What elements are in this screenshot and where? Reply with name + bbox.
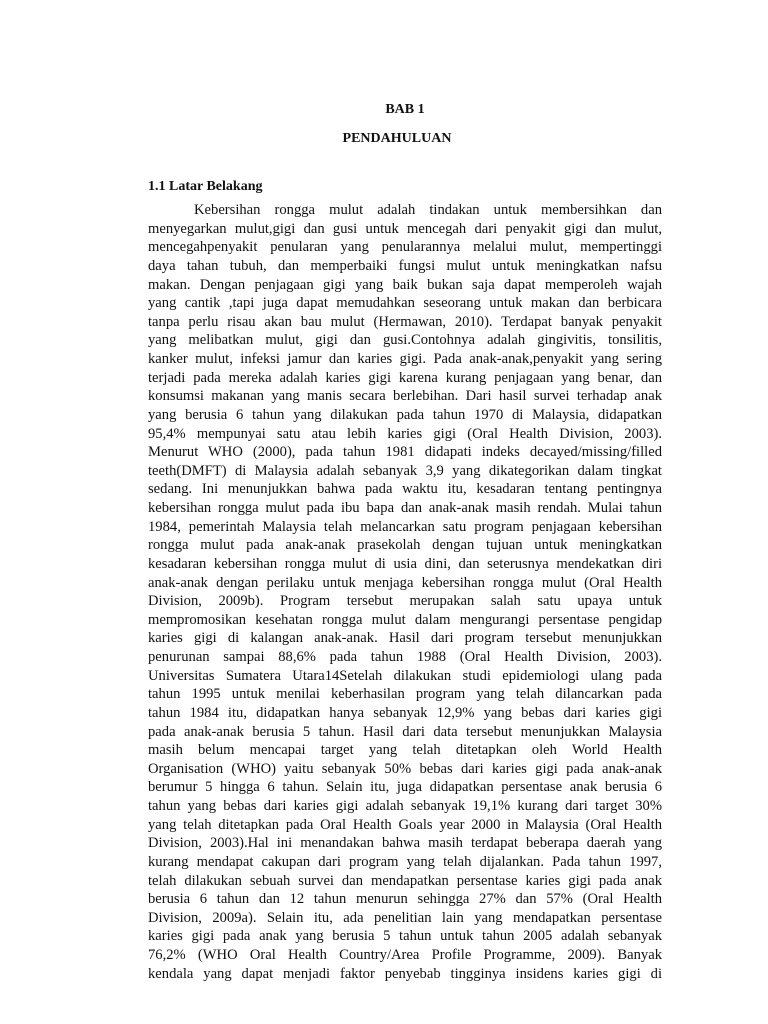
paragraph-line: Organisation (WHO) yaitu sebanyak 50% bebas dari karies gigi pada anak-anak bbox=[148, 760, 662, 777]
paragraph-line: karies gigi di kalangan anak-anak. Hasil dari program tersebut menunjukkan bbox=[148, 630, 662, 647]
paragraph-line: yang cantik ,tapi juga dapat memudahkan seseorang untuk makan dan berbicara bbox=[148, 295, 662, 312]
paragraph-line: Division, 2009b). Program tersebut merupakan salah satu upaya untuk bbox=[148, 593, 662, 610]
paragraph-line: konsumsi makanan yang manis secara berlebihan. Dari hasil survei terhadap anak bbox=[148, 388, 662, 405]
paragraph-line: tahun yang bebas dari karies gigi adalah sebanyak 19,1% kurang dari target 30% bbox=[148, 798, 662, 814]
paragraph-line: karies gigi pada anak yang berusia 5 tahun untuk tahun 2005 adalah sebanyak bbox=[148, 928, 662, 945]
paragraph-line: makan. Dengan penjagaan gigi yang baik bukan saja dapat memperoleh wajah bbox=[148, 276, 662, 293]
paragraph-line: teeth(DMFT) di Malaysia adalah sebanyak 3,9 yang dikategorikan dalam tingkat bbox=[148, 462, 662, 479]
paragraph-line: rongga mulut pada anak-anak prasekolah dengan tujuan untuk meningkatkan bbox=[148, 537, 662, 554]
paragraph-line: terjadi pada mereka adalah karies gigi karena kurang penjagaan yang benar, dan bbox=[148, 369, 662, 386]
paragraph-line: sedang. Ini menunjukkan bahwa pada waktu itu, kesadaran tentang pentingnya bbox=[148, 481, 662, 498]
paragraph-line: 76,2% (WHO Oral Health Country/Area Profile Programme, 2009). Banyak bbox=[148, 947, 662, 963]
paragraph-line: tahun 1995 untuk menilai keberhasilan program yang telah dilancarkan pada bbox=[148, 686, 662, 703]
paragraph-line: yang melibatkan mulut, gigi dan gusi.Contohnya adalah gingivitis, tonsilitis, bbox=[148, 332, 662, 349]
paragraph-line: 95,4% mempunyai satu atau lebih karies gigi (Oral Health Division, 2003). bbox=[148, 425, 662, 442]
chapter-label: BAB 1 bbox=[385, 102, 425, 117]
paragraph-line: berumur 5 hingga 6 tahun. Selain itu, juga didapatkan persentase anak berusia 6 bbox=[148, 779, 662, 796]
paragraph-line: masih belum mencapai target yang telah ditetapkan oleh World Health bbox=[148, 742, 662, 759]
paragraph-line: Universitas Sumatera Utara14Setelah dilakukan studi epidemiologi ulang pada bbox=[148, 667, 662, 684]
paragraph-line: tanpa perlu risau akan bau mulut (Hermawan, 2010). Terdapat banyak penyakit bbox=[148, 313, 662, 330]
paragraph-line: kebersihan rongga mulut pada ibu bapa dan anak-anak masih rendah. Mulai tahun bbox=[148, 500, 662, 516]
paragraph-line: 1984, pemerintah Malaysia telah melancarkan satu program penjagaan kebersihan bbox=[148, 518, 662, 535]
paragraph-line: Menurut WHO (2000), pada tahun 1981 didapati indeks decayed/missing/filled bbox=[148, 444, 662, 461]
paragraph-line: Kebersihan rongga mulut adalah tindakan untuk membersihkan dan bbox=[194, 202, 662, 218]
body-paragraph bbox=[148, 201, 662, 983]
paragraph-line: telah dilakukan sebuah survei dan mendapatkan persentase karies gigi pada anak bbox=[148, 872, 662, 889]
paragraph-line: yang berusia 6 tahun yang dilakukan pada tahun 1970 di Malaysia, didapatkan bbox=[148, 406, 662, 423]
paragraph-line: mempromosikan kesehatan rongga mulut dalam mengurangi persentase pengidap bbox=[148, 611, 662, 628]
paragraph-line: daya tahan tubuh, dan memperbaiki fungsi mulut untuk meningkatkan nafsu bbox=[148, 257, 662, 274]
paragraph-line: pada anak-anak berusia 5 tahun. Hasil dari data tersebut menunjukkan Malaysia bbox=[148, 723, 662, 740]
paragraph-line: berusia 6 tahun dan 12 tahun menurun sehingga 27% dan 57% (Oral Health bbox=[148, 891, 662, 908]
paragraph-line: yang telah ditetapkan pada Oral Health Goals year 2000 in Malaysia (Oral Health bbox=[148, 816, 662, 833]
paragraph-line: kanker mulut, infeksi jamur dan karies gigi. Pada anak-anak,penyakit yang sering bbox=[148, 351, 662, 367]
paragraph-line: menyegarkan mulut,gigi dan gusi untuk mencegah dari penyakit gigi dan mulut, bbox=[148, 220, 662, 237]
paragraph-line: kesadaran kebersihan rongga mulut di usia dini, dan seterusnya mendekatkan diri bbox=[148, 555, 662, 572]
paragraph-line: Division, 2009a). Selain itu, ada penelitian lain yang mendapatkan persentase bbox=[148, 909, 662, 926]
paragraph-line: mencegahpenyakit penularan yang penularannya melalui mulut, mempertinggi bbox=[148, 239, 662, 256]
paragraph-line: Division, 2003).Hal ini menandakan bahwa masih terdapat beberapa daerah yang bbox=[148, 835, 662, 852]
chapter-title: PENDAHULUAN bbox=[342, 131, 452, 146]
paragraph-line: kendala yang dapat menjadi faktor penyebab tingginya insidens karies gigi di bbox=[148, 965, 662, 982]
section-heading: 1.1 Latar Belakang bbox=[148, 179, 263, 194]
paragraph-line: tahun 1984 itu, didapatkan hanya sebanyak 12,9% yang bebas dari karies gigi bbox=[148, 704, 662, 721]
paragraph-line: kurang mendapat cakupan dari program yang telah dijalankan. Pada tahun 1997, bbox=[148, 853, 662, 870]
paragraph-line: penurunan sampai 88,6% pada tahun 1988 (Oral Health Division, 2003). bbox=[148, 649, 662, 665]
paragraph-line: anak-anak dengan perilaku untuk menjaga kebersihan rongga mulut (Oral Health bbox=[148, 574, 662, 591]
